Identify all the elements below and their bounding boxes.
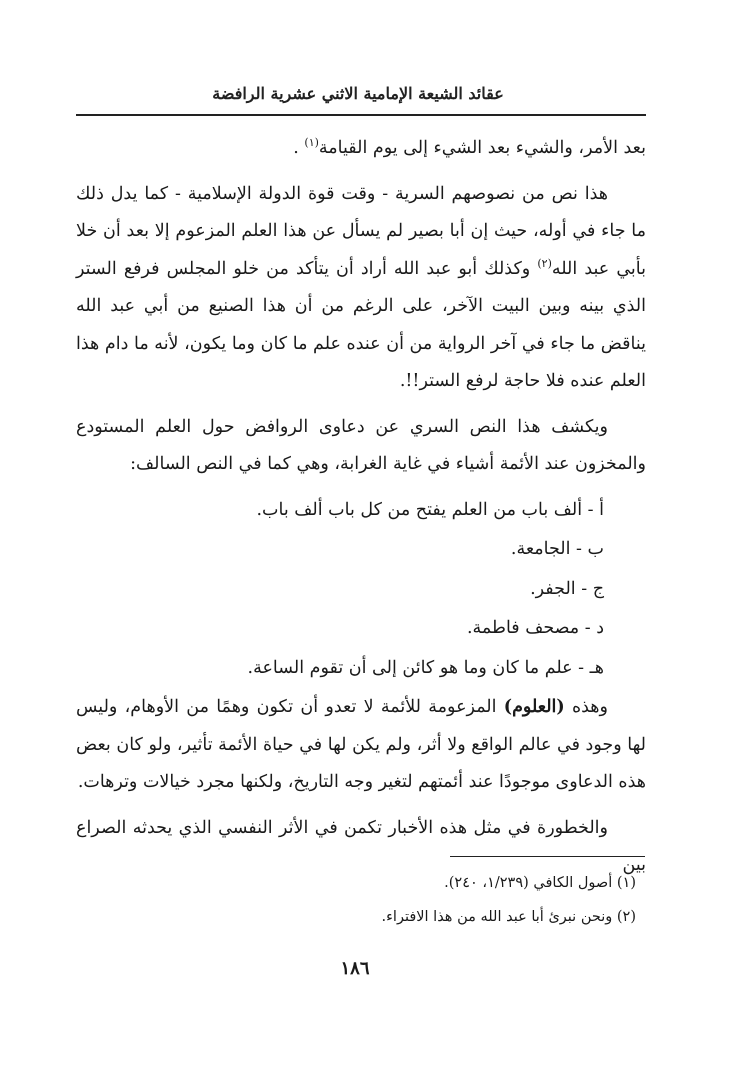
paragraph-3: ويكشف هذا النص السري عن دعاوى الروافض حول العلم المستودع والمخزون عند الأئمة أشياء في غاية الغرابة، وهي كما في النص السالف: — [76, 416, 646, 474]
list-item: أ - ألف باب من العلم يفتح من كل باب ألف باب. — [256, 499, 604, 520]
list-item: ب - الجامعة. — [510, 539, 604, 559]
footnote-1: (١) أصول الكافي (١/٢٣٩، ٢٤٠). — [444, 875, 636, 891]
paragraph-4-rest: المزعومة للأئمة لا تعدو أن تكون وهمًا من الأوهام، وليس لها وجود في عالم الواقع ولا أثر، ولم يكن لها في حياة الأئمة تأثير، ولو كان بعض هذه الدعاوى موجودًا عند أئمتهم لتغير وجه التاريخ، ولكنها مجرد خيالات وترهات. — [76, 697, 646, 792]
footnote-ref-1: (١) — [304, 136, 319, 150]
paragraph-1-end: . — [293, 138, 299, 158]
paragraph-4-bold-term: (العلوم) — [503, 697, 565, 717]
paragraph-2 — [76, 176, 646, 401]
main-text — [76, 130, 646, 893]
header-divider — [76, 114, 646, 116]
footnotes — [76, 866, 646, 934]
paragraph-continuation — [76, 130, 646, 168]
list-item: ج - الجفر. — [530, 578, 604, 599]
footnote-ref-2: (٢) — [537, 256, 552, 270]
knowledge-list — [76, 492, 646, 688]
paragraph-4 — [76, 689, 646, 802]
list-item: هـ - علم ما كان وما هو كائن إلى أن تقوم الساعة. — [247, 657, 604, 678]
footnote-divider — [450, 856, 645, 857]
list-item: د - مصحف فاطمة. — [466, 618, 604, 638]
paragraph-1-text: بعد الأمر، والشيء بعد الشيء إلى يوم القيامة — [318, 138, 646, 158]
paragraph-2-text-b: وكذلك أبو عبد الله أراد أن يتأكد من خلو المجلس فرفع الستر الذي بينه وبين البيت الآخر، على الرغم من أن هذا الصنيع من أبي عبد الله يناقض ما جاء في آخر الرواية من أن عنده علم ما كان وما يكون، لأنه ما دام هذا العلم عنده فلا حاجة لرفع الستر!!. — [76, 258, 646, 391]
paragraph-4-start: وهذه — [564, 697, 608, 717]
paragraph-5: والخطورة في مثل هذه الأخبار تكمن في الأثر النفسي الذي يحدثه الصراع بين — [76, 817, 646, 875]
running-header: عقائد الشيعة الإمامية الاثني عشرية الرافضة — [212, 84, 504, 103]
footnote-2: (٢) ونحن نبرئ أبا عبد الله من هذا الافتراء. — [381, 909, 636, 925]
paragraph-2-text-a: هذا نص من نصوصهم السرية - وقت قوة الدولة الإسلامية - كما يدل ذلك ما جاء في أوله، حيث إن أبا بصير لم يسأل عن هذا العلم المزعوم إلا بعد أن خلا بأبي عبد الله — [76, 183, 646, 279]
page-number: ١٨٦ — [340, 958, 370, 979]
